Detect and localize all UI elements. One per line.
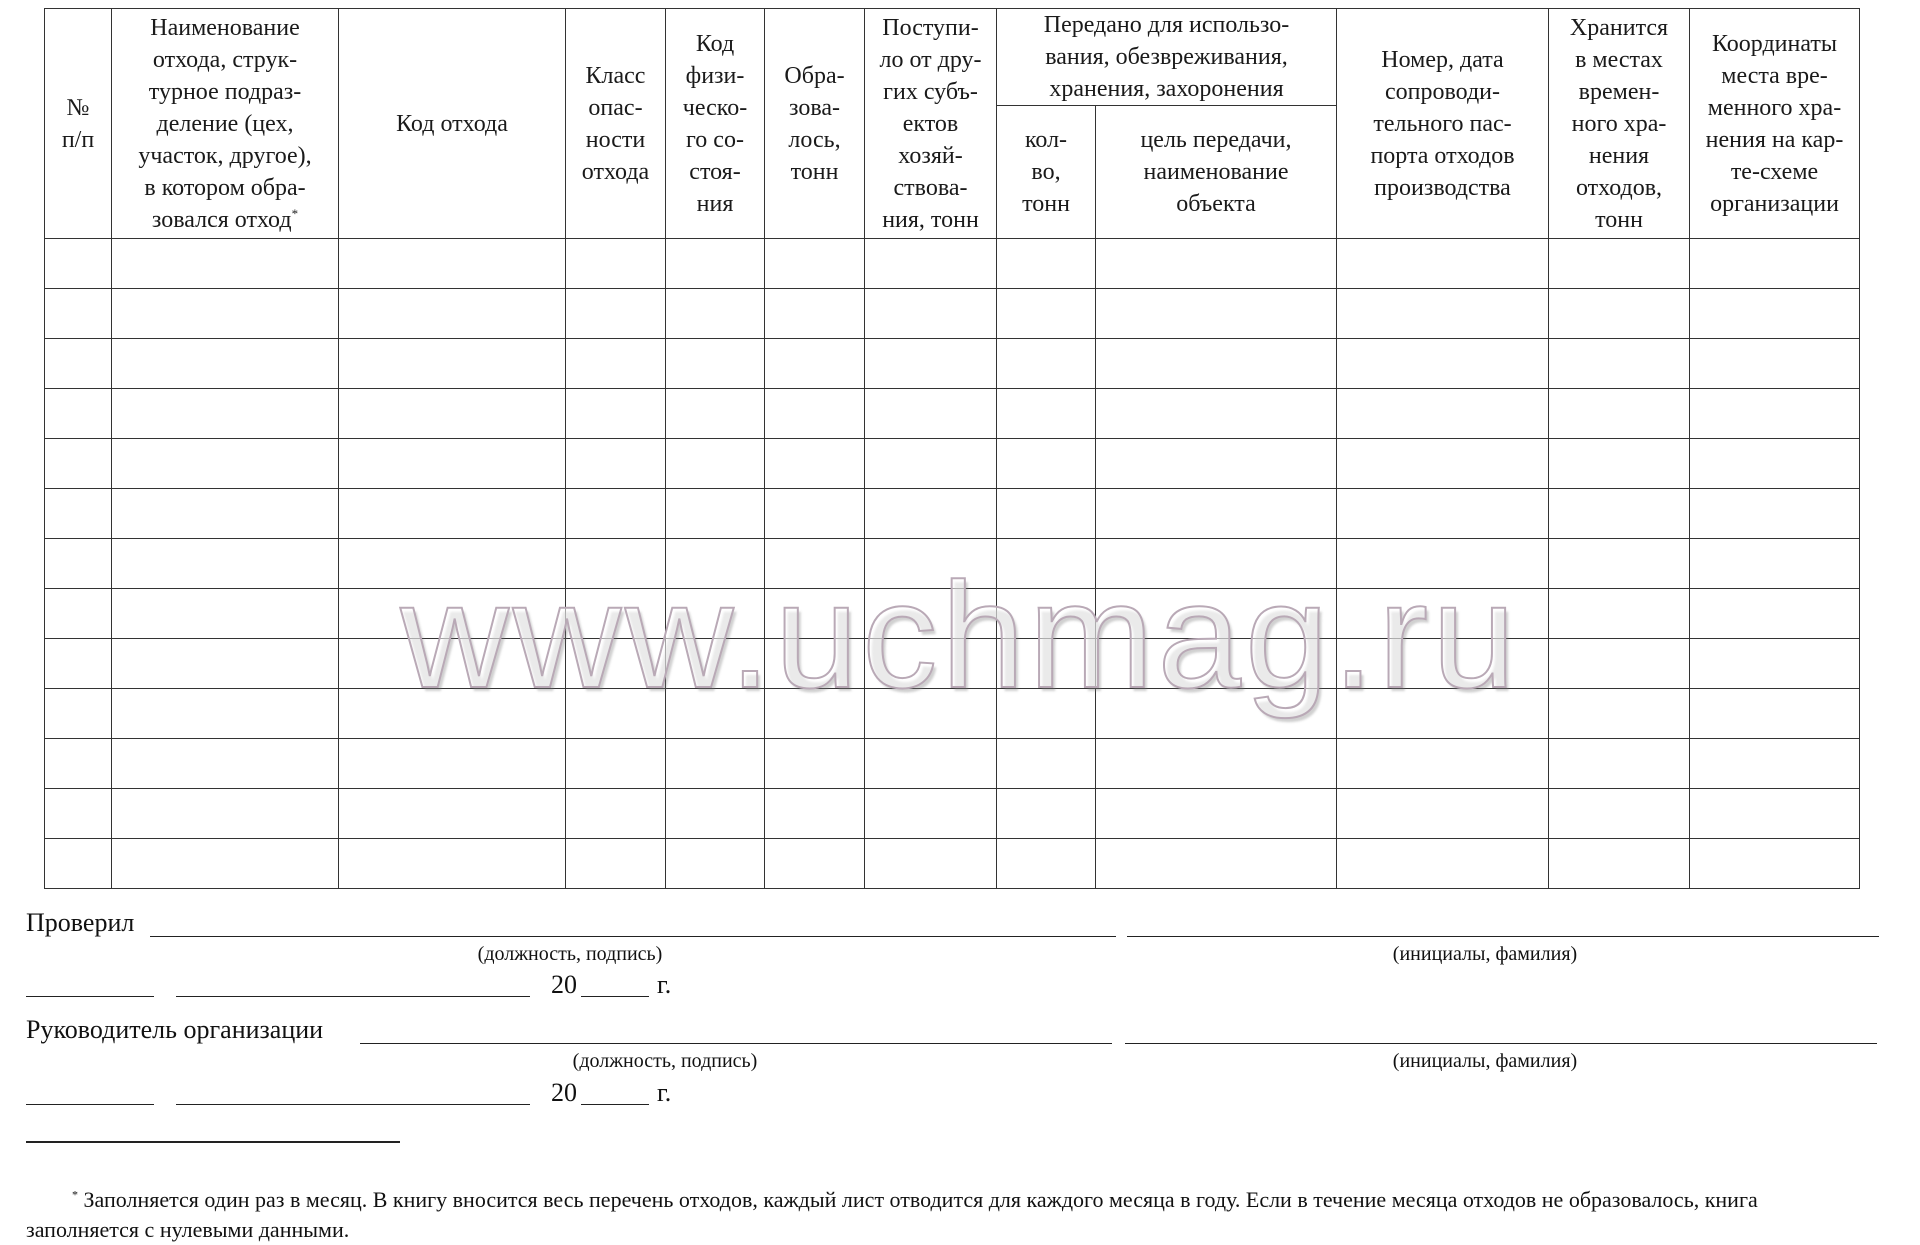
table-cell[interactable] xyxy=(339,389,566,439)
table-cell[interactable] xyxy=(112,739,339,789)
table-row xyxy=(45,539,1860,589)
table-cell[interactable] xyxy=(765,839,865,889)
table-cell[interactable] xyxy=(1337,689,1549,739)
table-cell[interactable] xyxy=(1096,689,1337,739)
table-row xyxy=(45,489,1860,539)
table-cell[interactable] xyxy=(765,789,865,839)
table-cell[interactable] xyxy=(997,789,1096,839)
checked-year-line[interactable] xyxy=(581,996,649,997)
table-cell[interactable] xyxy=(1096,489,1337,539)
table-cell[interactable] xyxy=(112,689,339,739)
table-cell[interactable] xyxy=(1096,439,1337,489)
table-cell[interactable] xyxy=(566,689,666,739)
table-cell[interactable] xyxy=(1690,489,1860,539)
footnote-asterisk: * xyxy=(72,1187,78,1202)
table-cell[interactable] xyxy=(865,789,997,839)
table-cell[interactable] xyxy=(997,589,1096,639)
table-row xyxy=(45,239,1860,289)
table-cell[interactable] xyxy=(666,839,765,889)
table-cell[interactable] xyxy=(45,639,112,689)
table-cell[interactable] xyxy=(1690,289,1860,339)
head-year-line[interactable] xyxy=(581,1104,649,1105)
table-cell[interactable] xyxy=(45,789,112,839)
head-day-line[interactable] xyxy=(26,1104,154,1105)
head-year-suffix: г. xyxy=(657,1078,672,1107)
head-position-line[interactable] xyxy=(360,1043,1112,1044)
table-cell[interactable] xyxy=(45,439,112,489)
table-cell[interactable] xyxy=(1690,789,1860,839)
table-cell[interactable] xyxy=(45,489,112,539)
table-cell[interactable] xyxy=(1096,789,1337,839)
table-cell[interactable] xyxy=(1096,739,1337,789)
table-cell[interactable] xyxy=(997,539,1096,589)
header-transferred-purpose: цель передачи, наименование объекта xyxy=(1096,106,1337,239)
table-cell[interactable] xyxy=(1549,839,1690,889)
table-cell[interactable] xyxy=(566,739,666,789)
table-cell[interactable] xyxy=(1690,539,1860,589)
table-cell[interactable] xyxy=(339,639,566,689)
table-cell[interactable] xyxy=(1337,539,1549,589)
table-cell[interactable] xyxy=(1096,589,1337,639)
table-cell[interactable] xyxy=(997,239,1096,289)
table-cell[interactable] xyxy=(1549,789,1690,839)
table-cell[interactable] xyxy=(45,239,112,289)
table-cell[interactable] xyxy=(865,339,997,389)
head-of-organization-label: Руководитель организации xyxy=(26,1015,324,1044)
head-name-line[interactable] xyxy=(1125,1043,1877,1044)
table-cell[interactable] xyxy=(1096,289,1337,339)
table-cell[interactable] xyxy=(1690,739,1860,789)
header-transferred-quantity: кол- во, тонн xyxy=(997,106,1096,239)
table-cell[interactable] xyxy=(765,689,865,739)
table-cell[interactable] xyxy=(865,389,997,439)
table-cell[interactable] xyxy=(1096,639,1337,689)
header-waste-code: Код отхода xyxy=(339,9,566,239)
table-row xyxy=(45,839,1860,889)
head-position-caption: (должность, подпись) xyxy=(572,1050,758,1072)
table-cell[interactable] xyxy=(1337,839,1549,889)
checked-name-line[interactable] xyxy=(1127,936,1879,937)
table-cell[interactable] xyxy=(1549,439,1690,489)
table-row xyxy=(45,739,1860,789)
watermark: www.uchmag.ru xyxy=(400,551,1520,719)
table-cell[interactable] xyxy=(566,389,666,439)
table-cell[interactable] xyxy=(566,289,666,339)
table-cell[interactable] xyxy=(997,339,1096,389)
table-row xyxy=(45,289,1860,339)
table-cell[interactable] xyxy=(112,239,339,289)
table-cell[interactable] xyxy=(1549,739,1690,789)
table-cell[interactable] xyxy=(997,689,1096,739)
table-cell[interactable] xyxy=(339,339,566,389)
table-cell[interactable] xyxy=(1690,389,1860,439)
checked-month-line[interactable] xyxy=(176,996,530,997)
table-cell[interactable] xyxy=(1549,339,1690,389)
header-received-tons: Поступи- ло от дру- гих субъ- ектов хозяй- ствова- ния, тонн xyxy=(865,9,997,239)
table-cell[interactable] xyxy=(45,739,112,789)
table-cell[interactable] xyxy=(997,639,1096,689)
table-cell[interactable] xyxy=(865,539,997,589)
table-cell[interactable] xyxy=(112,589,339,639)
table-cell[interactable] xyxy=(1337,339,1549,389)
header-generated-tons: Обра- зова- лось, тонн xyxy=(765,9,865,239)
table-cell[interactable] xyxy=(339,839,566,889)
table-cell[interactable] xyxy=(1337,389,1549,439)
table-cell[interactable] xyxy=(765,589,865,639)
table-cell[interactable] xyxy=(45,289,112,339)
table-cell[interactable] xyxy=(765,339,865,389)
header-storage-coordinates: Координаты места вре- менного хра- нения на кар- те-схеме организации xyxy=(1690,9,1860,239)
table-cell[interactable] xyxy=(339,439,566,489)
table-cell[interactable] xyxy=(1337,489,1549,539)
table-cell[interactable] xyxy=(1337,239,1549,289)
table-cell[interactable] xyxy=(112,339,339,389)
table-row xyxy=(45,789,1860,839)
table-cell[interactable] xyxy=(765,439,865,489)
table-cell[interactable] xyxy=(666,489,765,539)
checked-by-label: Проверил xyxy=(26,908,135,937)
table-cell[interactable] xyxy=(112,489,339,539)
table-cell[interactable] xyxy=(339,289,566,339)
table-cell[interactable] xyxy=(1096,839,1337,889)
table-cell[interactable] xyxy=(339,539,566,589)
table-cell[interactable] xyxy=(1337,439,1549,489)
table-cell[interactable] xyxy=(666,439,765,489)
table-cell[interactable] xyxy=(666,639,765,689)
header-waste-name-text: Наименование отхода, струк- турное подраз- деление (цех, участок, другое), в котором обра- зовался отход xyxy=(138,14,312,233)
table-row xyxy=(45,389,1860,439)
table-cell[interactable] xyxy=(566,589,666,639)
table-cell[interactable] xyxy=(566,489,666,539)
table-cell[interactable] xyxy=(1690,589,1860,639)
table-cell[interactable] xyxy=(566,839,666,889)
checked-name-caption: (инициалы, фамилия) xyxy=(1392,943,1578,965)
table-cell[interactable] xyxy=(997,289,1096,339)
table-cell[interactable] xyxy=(997,389,1096,439)
table-cell[interactable] xyxy=(339,739,566,789)
table-cell[interactable] xyxy=(1337,289,1549,339)
checked-position-caption: (должность, подпись) xyxy=(477,943,663,965)
checked-day-line[interactable] xyxy=(26,996,154,997)
table-cell[interactable] xyxy=(112,639,339,689)
table-cell[interactable] xyxy=(45,839,112,889)
table-cell[interactable] xyxy=(865,439,997,489)
table-cell[interactable] xyxy=(112,539,339,589)
header-waste-name xyxy=(112,9,339,239)
table-cell[interactable] xyxy=(765,489,865,539)
table-cell[interactable] xyxy=(45,589,112,639)
table-cell[interactable] xyxy=(666,589,765,639)
table-cell[interactable] xyxy=(666,339,765,389)
table-cell[interactable] xyxy=(1690,339,1860,389)
table-cell[interactable] xyxy=(765,539,865,589)
table-cell[interactable] xyxy=(997,489,1096,539)
checked-year-prefix: 20 xyxy=(551,970,577,999)
header-stored-tons: Хранится в местах времен- ного хра- нения отходов, тонн xyxy=(1549,9,1690,239)
table-cell[interactable] xyxy=(865,289,997,339)
checked-position-line[interactable] xyxy=(150,936,1116,937)
table-cell[interactable] xyxy=(765,389,865,439)
table-cell[interactable] xyxy=(765,239,865,289)
table-cell[interactable] xyxy=(666,739,765,789)
footnote-separator xyxy=(26,1141,400,1143)
table-cell[interactable] xyxy=(1337,789,1549,839)
table-cell[interactable] xyxy=(1337,639,1549,689)
table-cell[interactable] xyxy=(1549,639,1690,689)
table-cell[interactable] xyxy=(339,589,566,639)
footnote xyxy=(26,1185,1860,1245)
table-cell[interactable] xyxy=(1549,239,1690,289)
table-cell[interactable] xyxy=(112,439,339,489)
table-cell[interactable] xyxy=(865,489,997,539)
table-cell[interactable] xyxy=(1549,539,1690,589)
table-cell[interactable] xyxy=(45,539,112,589)
head-month-line[interactable] xyxy=(176,1104,530,1105)
header-row-number: № п/п xyxy=(45,9,112,239)
table-cell[interactable] xyxy=(1690,439,1860,489)
table-cell[interactable] xyxy=(1096,539,1337,589)
table-cell[interactable] xyxy=(997,739,1096,789)
table-cell[interactable] xyxy=(1337,739,1549,789)
table-cell[interactable] xyxy=(566,439,666,489)
table-cell[interactable] xyxy=(865,739,997,789)
table-row xyxy=(45,439,1860,489)
table-cell[interactable] xyxy=(45,389,112,439)
table-cell[interactable] xyxy=(566,339,666,389)
table-cell[interactable] xyxy=(1096,239,1337,289)
table-cell[interactable] xyxy=(1549,489,1690,539)
footnote-text: Заполняется один раз в месяц. В книгу вносится весь перечень отходов, каждый лист отводится для каждого месяца в году. Если в течение месяца отходов не образовалось, книга заполняется с нулевыми данными. xyxy=(26,1187,1758,1242)
table-cell[interactable] xyxy=(339,239,566,289)
footnote-mark: * xyxy=(291,205,299,221)
table-cell[interactable] xyxy=(112,789,339,839)
table-cell[interactable] xyxy=(1690,689,1860,739)
table-cell[interactable] xyxy=(865,689,997,739)
table-cell[interactable] xyxy=(666,539,765,589)
table-cell[interactable] xyxy=(112,839,339,889)
table-cell[interactable] xyxy=(1096,389,1337,439)
head-name-caption: (инициалы, фамилия) xyxy=(1392,1050,1578,1072)
table-cell[interactable] xyxy=(666,239,765,289)
table-cell[interactable] xyxy=(865,239,997,289)
head-year-prefix: 20 xyxy=(551,1078,577,1107)
table-cell[interactable] xyxy=(1549,289,1690,339)
table-cell[interactable] xyxy=(1096,339,1337,389)
table-row xyxy=(45,589,1860,639)
table-cell[interactable] xyxy=(997,439,1096,489)
table-cell[interactable] xyxy=(339,689,566,739)
table-cell[interactable] xyxy=(566,539,666,589)
table-row xyxy=(45,339,1860,389)
table-cell[interactable] xyxy=(1690,639,1860,689)
table-body xyxy=(45,239,1860,889)
table-cell[interactable] xyxy=(666,289,765,339)
table-cell[interactable] xyxy=(1690,239,1860,289)
table-cell[interactable] xyxy=(666,389,765,439)
header-transferred-group: Передано для использо- вания, обезвреживания, хранения, захоронения xyxy=(997,9,1337,106)
header-hazard-class: Класс опас- ности отхода xyxy=(566,9,666,239)
header-physical-state-code: Код физи- ческо- го со- стоя- ния xyxy=(666,9,765,239)
table-cell[interactable] xyxy=(1549,389,1690,439)
table-cell[interactable] xyxy=(112,289,339,339)
table-cell[interactable] xyxy=(566,789,666,839)
header-passport: Номер, дата сопроводи- тельного пас- порта отходов производства xyxy=(1337,9,1549,239)
table-cell[interactable] xyxy=(666,689,765,739)
table-cell[interactable] xyxy=(666,789,765,839)
table-cell[interactable] xyxy=(865,589,997,639)
table-cell[interactable] xyxy=(865,639,997,689)
table-cell[interactable] xyxy=(566,639,666,689)
table-cell[interactable] xyxy=(765,639,865,689)
table-row xyxy=(45,639,1860,689)
waste-log-table xyxy=(44,8,1860,889)
table-cell[interactable] xyxy=(765,739,865,789)
checked-year-suffix: г. xyxy=(657,970,672,999)
table-cell[interactable] xyxy=(865,839,997,889)
table-cell[interactable] xyxy=(339,489,566,539)
table-cell[interactable] xyxy=(45,689,112,739)
table-cell[interactable] xyxy=(112,389,339,439)
table-cell[interactable] xyxy=(1549,689,1690,739)
table-cell[interactable] xyxy=(997,839,1096,889)
table-cell[interactable] xyxy=(339,789,566,839)
table-cell[interactable] xyxy=(45,339,112,389)
table-cell[interactable] xyxy=(765,289,865,339)
table-cell[interactable] xyxy=(1337,589,1549,639)
table-row xyxy=(45,689,1860,739)
table-cell[interactable] xyxy=(1549,589,1690,639)
table-cell[interactable] xyxy=(1690,839,1860,889)
table-cell[interactable] xyxy=(566,239,666,289)
